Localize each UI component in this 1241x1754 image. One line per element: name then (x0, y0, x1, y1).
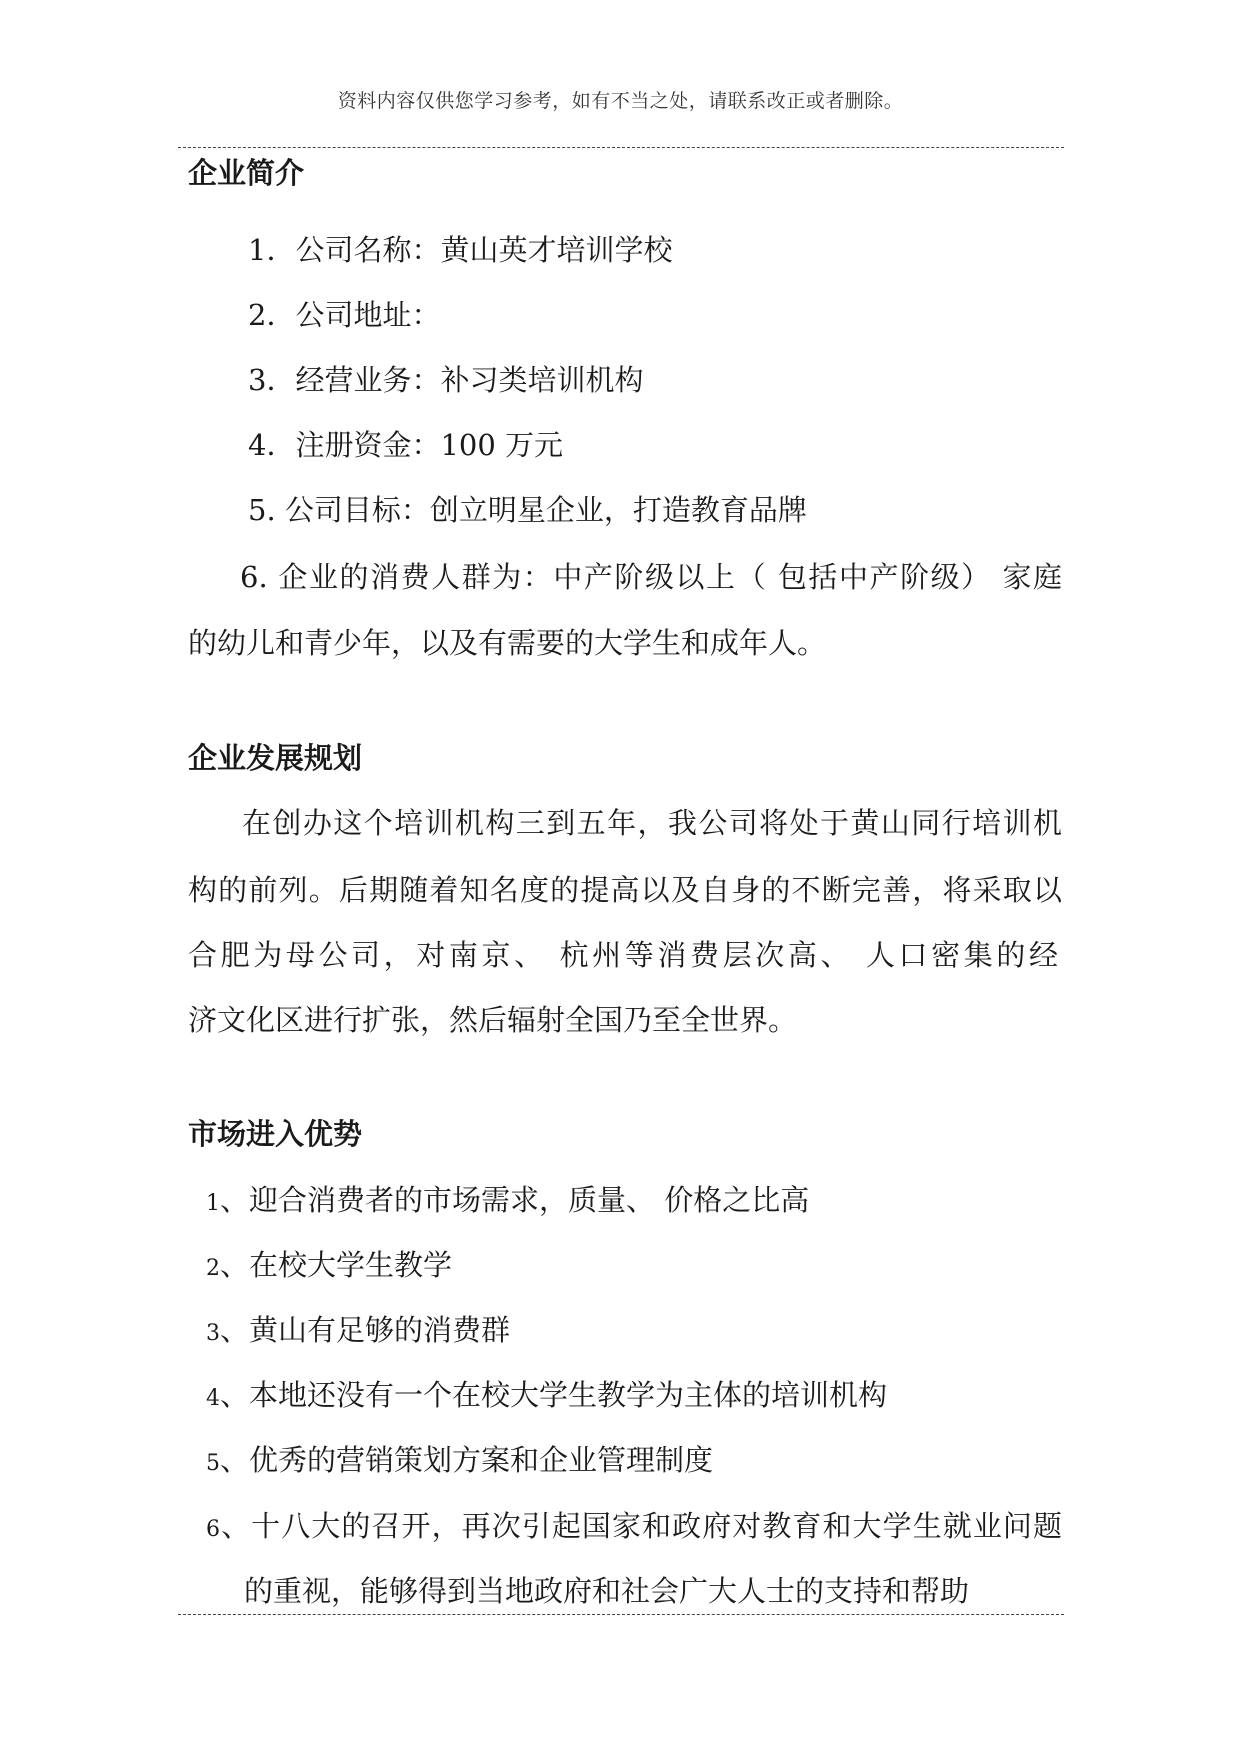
item-text: 、黄山有足够的消费群 (220, 1313, 511, 1347)
list-item (206, 1182, 809, 1222)
paragraph-line: 合肥为母公司，对南京、 杭州等消费层次高、 人口密集的经 (188, 938, 1058, 972)
item-number: 3． (248, 363, 296, 397)
item-text: 经营业务：补习类培训机构 (295, 363, 644, 397)
list-item (206, 1508, 1062, 1548)
item-text: 、迎合消费者的市场需求，质量、 价格之比高 (220, 1183, 810, 1217)
list-item (206, 1377, 887, 1417)
section-heading-development-plan: 企业发展规划 (188, 741, 363, 775)
item-text: 、十八大的召开，再次引起国家和政府对教育和大学生就业问题 (220, 1509, 1062, 1543)
list-item (248, 492, 807, 528)
item-text: 公司目标：创立明星企业，打造教育品牌 (275, 493, 807, 527)
list-item (240, 559, 1062, 595)
list-item-continuation: 的幼儿和青少年，以及有需要的大学生和成年人。 (188, 626, 827, 660)
item-number: 3 (206, 1321, 220, 1346)
page-header-disclaimer: 资料内容仅供您学习参考，如有不当之处，请联系改正或者删除。 (337, 90, 904, 112)
item-number: 1 (206, 1191, 220, 1216)
item-number: 4 (206, 1386, 220, 1411)
list-item (248, 362, 643, 398)
item-text-unit: 万元 (495, 428, 564, 462)
amount-value: 100 (440, 428, 496, 462)
item-number: 4． (248, 428, 296, 462)
item-number: 6 (206, 1517, 220, 1542)
item-text: 公司地址： (295, 298, 441, 332)
item-text: 企业的消费人群为：中产阶级以上（ 包括中产阶级） 家庭 (267, 560, 1062, 594)
item-number: 5 (206, 1451, 220, 1476)
list-item-continuation: 的重视，能够得到当地政府和社会广大人士的支持和帮助 (244, 1574, 970, 1608)
item-number: 5. (248, 493, 276, 527)
item-text: 、本地还没有一个在校大学生教学为主体的培训机构 (220, 1378, 888, 1412)
paragraph-line: 构的前列。后期随着知名度的提高以及自身的不断完善，将采取以 (188, 873, 1062, 907)
list-item (248, 297, 440, 333)
section-heading-market-advantages: 市场进入优势 (188, 1117, 363, 1151)
item-text: 注册资金： (295, 428, 441, 462)
item-text: 、在校大学生教学 (220, 1248, 453, 1282)
paragraph-line: 在创办这个培训机构三到五年，我公司将处于黄山同行培训机 (242, 806, 1062, 840)
list-item (248, 427, 563, 463)
paragraph-line: 济文化区进行扩张，然后辐射全国乃至全世界。 (188, 1003, 798, 1037)
item-number: 2． (248, 298, 296, 332)
header-divider (178, 147, 1064, 148)
item-number: 6. (240, 560, 268, 594)
list-item (206, 1247, 452, 1287)
item-number: 1． (248, 233, 296, 267)
list-item (248, 232, 672, 268)
section-heading-company-intro: 企业简介 (188, 156, 305, 190)
item-text: 公司名称：黄山英才培训学校 (295, 233, 673, 267)
list-item (206, 1312, 510, 1352)
list-item (206, 1442, 713, 1482)
footer-divider (178, 1614, 1064, 1615)
item-number: 2 (206, 1256, 220, 1281)
item-text: 、优秀的营销策划方案和企业管理制度 (220, 1443, 714, 1477)
